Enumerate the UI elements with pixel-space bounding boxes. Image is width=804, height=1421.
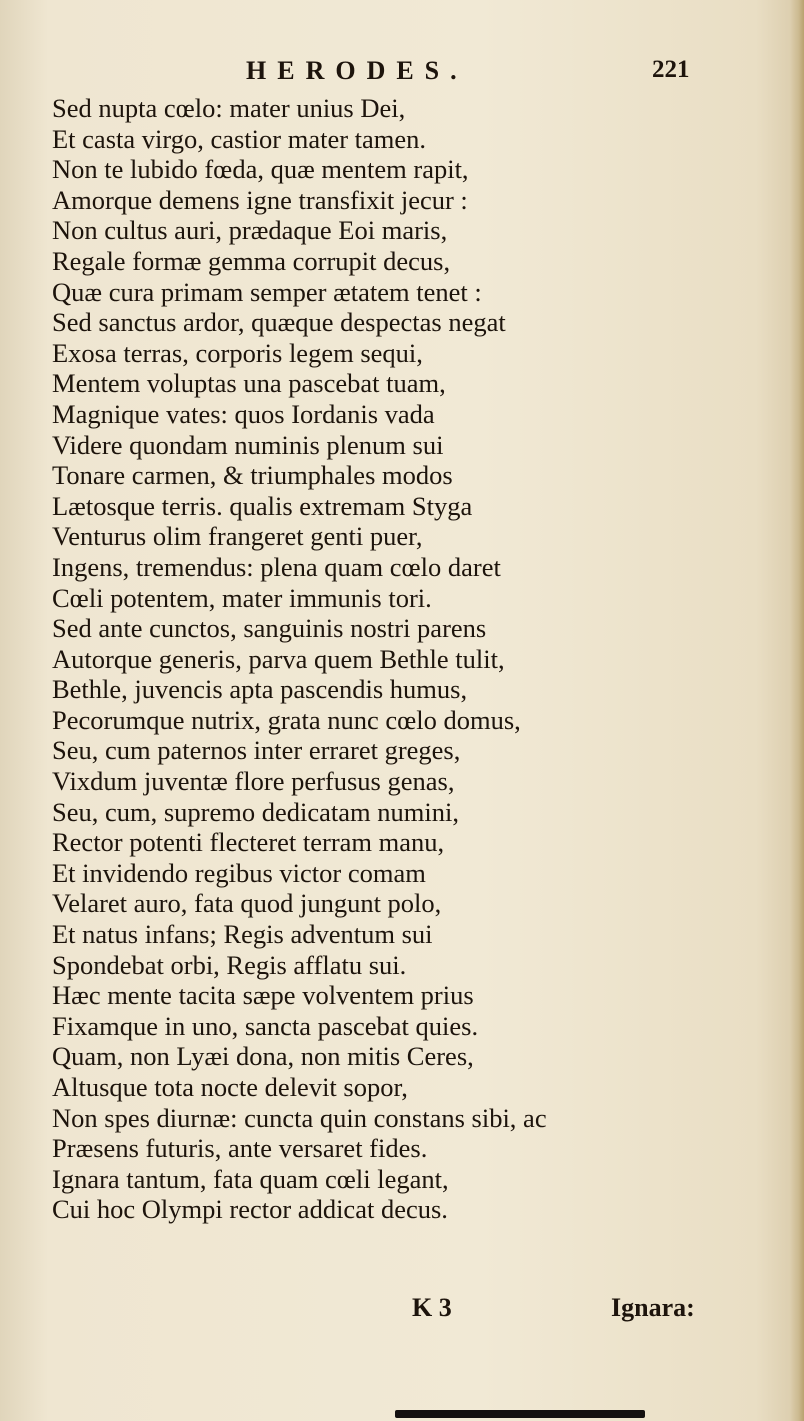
verse-line: Lætosque terris. qualis extremam Styga xyxy=(52,490,473,521)
verse-line: Hæc mente tacita sæpe volventem prius xyxy=(52,980,474,1011)
verse-line: Quam, non Lyæi dona, non mitis Ceres, xyxy=(52,1041,474,1072)
verse-line: Altusque tota nocte delevit sopor, xyxy=(52,1072,408,1102)
verse-line: Bethle, juvencis apta pascendis humus, xyxy=(52,674,468,705)
verse-line: Regale formæ gemma corrupit decus, xyxy=(52,245,451,276)
verse-line: Et invidendo regibus victor comam xyxy=(52,857,426,888)
verse-line: Spondebat orbi, Regis afflatu sui. xyxy=(52,949,407,980)
verse-line: Rector potenti flecteret terram manu, xyxy=(52,827,445,858)
verse-line: Seu, cum paternos inter erraret greges, xyxy=(52,735,461,766)
verse-line: Magnique vates: quos Iordanis vada xyxy=(52,398,435,429)
verse-line: Cui hoc Olympi rector addicat decus. xyxy=(52,1194,448,1225)
verse-line: Ingens, tremendus: plena quam cœlo daret xyxy=(52,551,501,582)
verse-line: Sed ante cunctos, sanguinis nostri parens xyxy=(52,613,487,644)
verse-line: Non te lubido fœda, quæ mentem rapit, xyxy=(52,154,469,185)
verse-line: Amorque demens igne transfixit jecur : xyxy=(52,184,468,215)
verse-line: Et casta virgo, castior mater tamen. xyxy=(52,123,427,154)
verse-line: Sed nupta cœlo: mater unius Dei, xyxy=(52,93,406,123)
signature-mark: K 3 xyxy=(412,1293,452,1322)
verse-line: Pecorumque nutrix, grata nunc cœlo domus, xyxy=(52,704,521,735)
verse-line: Non spes diurnæ: cuncta quin constans sibi, ac xyxy=(52,1102,547,1133)
verse-line: Cœli potentem, mater immunis tori. xyxy=(52,582,432,613)
catchword: Ignara: xyxy=(611,1293,695,1322)
verse-line: Quæ cura primam semper ætatem tenet : xyxy=(52,276,482,307)
verse-line: Præsens futuris, ante versaret fides. xyxy=(52,1133,428,1164)
verse-line: Autorque generis, parva quem Bethle tulit, xyxy=(52,643,505,674)
verse-line: Videre quondam numinis plenum sui xyxy=(52,429,444,460)
verse-line: Venturus olim frangeret genti puer, xyxy=(52,521,423,552)
page-edge-shadow xyxy=(790,0,804,1421)
verse-line: Velaret auro, fata quod jungunt polo, xyxy=(52,888,442,919)
verse-line: Exosa terras, corporis legem sequi, xyxy=(52,337,423,368)
verse-line: Sed sanctus ardor, quæque despectas negat xyxy=(52,307,506,338)
verse-text-block xyxy=(52,93,692,1225)
bottom-edge-mark xyxy=(395,1410,645,1418)
verse-line: Tonare carmen, & triumphales modos xyxy=(52,460,453,491)
verse-line: Seu, cum, supremo dedicatam numini, xyxy=(52,796,459,827)
verse-line: Et natus infans; Regis adventum sui xyxy=(52,919,433,950)
verse-line: Vixdum juventæ flore perfusus genas, xyxy=(52,766,455,797)
running-head: HERODES. xyxy=(246,56,468,85)
verse-line: Mentem voluptas una pascebat tuam, xyxy=(52,368,446,399)
verse-line: Non cultus auri, prædaque Eoi maris, xyxy=(52,215,448,246)
verse-line: Ignara tantum, fata quam cœli legant, xyxy=(52,1163,449,1194)
page-number: 221 xyxy=(652,56,690,83)
verse-line: Fixamque in uno, sancta pascebat quies. xyxy=(52,1010,479,1041)
